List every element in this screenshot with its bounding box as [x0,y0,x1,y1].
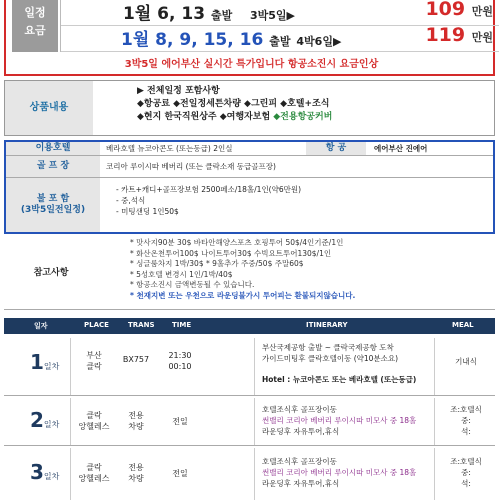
day-3-time: 전일 [172,469,188,478]
header-itinerary: ITINERARY [306,321,348,329]
day-2-trans: 전용 차량 [128,411,144,431]
price-row-1 [61,0,499,26]
day-3-meal: 조:호텔식 중: 석: [450,457,482,488]
price-row-1-amount: 109 만원 [425,0,493,20]
day-1-meal: 기내식 [455,357,477,366]
header-meal: MEAL [452,321,474,329]
reference-item: * 싱글룸차지 1박/30$ * 9홀추가 주중/50$ 주말60$ [130,259,304,268]
exclusion-row [6,178,493,232]
day-2-meal: 조:호텔식 중: 석: [450,405,482,436]
price-rows [60,0,498,52]
exclusion-label-sub: (3박5일전일정) [20,205,86,215]
price-box [4,0,495,76]
price-row-2 [61,26,499,52]
reference-list [130,238,355,301]
day-1-hotel: Hotel : 뉴코아콘도 또는 베라호텔 (또는동급) [262,375,417,384]
day-2-itinerary: 호텔조식후 골프장이동 썬밸리 코리아 베버리 루이시따 미모사 중 18홀 라운딩후 자유투어,휴식 [262,405,417,436]
exclusion-item: - 카트+캐디+골프장보험 2500페소/18홀/1인(약6만원) [116,185,302,194]
price-label [12,0,58,52]
product-contents-label: 상품내용 [5,81,93,135]
product-contents-box [4,80,495,136]
day-3-number: 3일차 [30,460,60,484]
day-1-number: 1일차 [30,350,60,374]
day-1-place: 부산 클락 [86,351,102,371]
day-2-number: 2일차 [30,408,60,432]
price-note: 3박5일 에어부산 실시간 특가입니다 항공소진시 요금인상 [124,59,379,70]
day-1-itinerary: 부산국제공항 출발 ~ 클락국제공항 도착 가이드미팅후 클락호텔이동 (약10분소요) Hotel : 뉴코아콘도 또는 베라호텔 (또는동급) [262,343,417,384]
header-time: TIME [172,321,192,329]
exclusion-label-title: 불 포 함 [36,194,70,204]
reference-warning: * 천재지변 또는 우천으로 라운딩불가시 투어피는 환불되지않습니다. [130,290,356,300]
header-trans: TRANS [128,321,155,329]
exclusion-label [6,178,100,232]
product-line-1: ▶ 전체일정 포함사항 [137,86,220,96]
day-2-place: 클락 앙헬레스 [78,411,110,431]
itinerary-day-2 [4,398,495,446]
reference-row [4,236,495,310]
air-value: 에어부산 진에어 [374,144,428,153]
day-3-trans: 전용 차량 [128,463,144,483]
air-label: 항 공 [306,142,366,155]
itinerary-day-3 [4,448,495,500]
reference-item: * 화산온천투어100$ 나이트투어30$ 수빅요트투어130$/1인 [130,248,332,258]
header-place: PLACE [84,321,109,329]
itinerary-header [4,318,495,334]
info-table [4,140,495,234]
golf-value: 코리아 루이시따 베버리 (또는 클락소재 동급골프장) [106,162,276,171]
hotel-value: 베라호텔 뉴코아콘도 (또는동급) 2인실 [106,144,233,153]
product-contents-text [137,85,332,124]
product-line-2: ◆항공료 ◆전일정세튼차량 ◆그린피 ◆호텔+조식 [137,99,330,109]
price-label-line1: 일정 [24,6,46,19]
exclusion-list [116,184,301,217]
golf-row [6,156,493,178]
day-3-itinerary: 호텔조식후 골프장이동 썬밸리 코리아 베버리 루이시따 미모사 중 18홀 라운딩후 자유투어,휴식 [262,457,417,488]
price-label-line2: 요금 [24,24,46,37]
reference-label: 참고사항 [33,268,69,278]
hotel-row [6,142,493,156]
header-day: 일자 [34,322,48,330]
day-2-time: 전일 [172,417,188,426]
itinerary-day-1 [4,338,495,396]
price-row-2-dates: 1월 8, 9, 15, 16 출발 4박6일▶ [121,30,342,50]
exclusion-item: - 중,석식 [116,196,146,205]
reference-item: * 항공소진시 금액변동될 수 있습니다. [130,280,255,289]
hotel-label: 이용호텔 [6,142,100,155]
reference-item: * 맛사지90분 30$ 바타안해양스포츠 호핑투어 50$/4인기준/1인 [130,238,344,247]
day-1-trans: BX757 [122,355,150,364]
product-line-3: ◆현지 한국직원상주 ◆여행자보험 ◆전용항공커버 [137,112,333,122]
golf-label: 골 프 장 [6,156,100,177]
price-row-2-amount: 119 만원 [425,24,493,46]
day-1-time: 21:30 00:10 [168,351,192,371]
exclusion-item: - 미팅샌딩 1인50$ [116,207,179,216]
day-3-place: 클락 앙헬레스 [78,463,110,483]
price-row-1-dates: 1월 6, 13 출발 3박5일▶ [123,4,296,24]
reference-item: * 5성호텔 변경시 1인/1박/40$ [130,269,233,279]
